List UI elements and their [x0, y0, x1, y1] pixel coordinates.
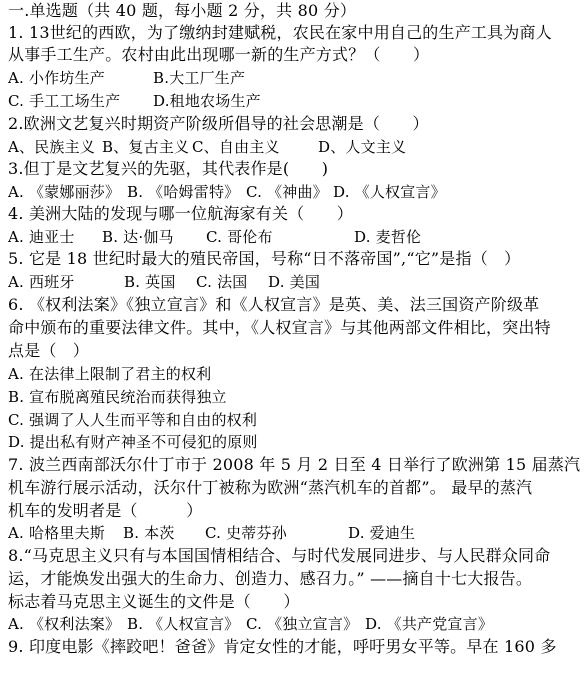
option-d: D. 《共产党宣言》 — [365, 615, 494, 633]
option-b: B. 《人权宣言》 — [127, 615, 240, 633]
options-row — [8, 136, 580, 158]
option-d: D. 美国 — [268, 273, 321, 291]
question-stem-line: 机车游行展示活动，沃尔什丁被称为欧洲“蒸汽机车的首都”。 最早的蒸汽 — [8, 478, 533, 497]
question-stem-line: 点是（ ） — [8, 341, 90, 360]
option-d: D. 《人权宣言》 — [333, 183, 446, 201]
options-row — [8, 226, 580, 248]
option-d: D. 提出私有财产神圣不可侵犯的原则 — [8, 433, 258, 451]
option-b: B. 《哈姆雷特》 — [127, 183, 240, 201]
option-a: A、民族主义 — [8, 138, 96, 156]
question-stem-line: 9. 印度电影《摔跤吧！爸爸》肯定女性的才能，呼吁男女平等。早在 160 多 — [8, 637, 557, 656]
question-stem-line: 1. 13世纪的西欧，为了缴纳封建赋税，农民在家中用自己的生产工具为商人 — [8, 23, 552, 42]
option-c: C. 《独立宣言》 — [246, 615, 359, 633]
question-stem-line: 机车的发明者是（ ） — [8, 501, 203, 520]
option-a: A. 《蒙娜丽莎》 — [8, 183, 121, 201]
option-b: B. 本茨 — [123, 524, 175, 542]
option-d: D. 麦哲伦 — [354, 228, 422, 246]
question-stem-line: 2.欧洲文艺复兴时期资产阶级所倡导的社会思潮是（ ） — [8, 114, 429, 133]
options-row — [8, 522, 580, 544]
question-stem-line: 标志着马克思主义诞生的文件是（ ） — [8, 592, 300, 611]
question-stem-line: 5. 它是 18 世纪时最大的殖民帝国，号称“日不落帝国”,“它”是指（ ） — [8, 249, 521, 268]
question-stem-line: 从事手工生产。农村由此出现哪一新的生产方式？（ ） — [8, 45, 430, 64]
option-d: D、人文主义 — [318, 138, 407, 156]
option-c: C. 法国 — [196, 273, 248, 291]
option-c: C. 强调了人人生而平等和自由的权利 — [8, 411, 258, 429]
option-d: D. 爱迪生 — [348, 524, 416, 542]
option-b: B. 英国 — [124, 273, 176, 291]
question-stem-line: 7. 波兰西南部沃尔什丁市于 2008 年 5 月 2 日至 4 日举行了欧洲第 15 届蒸汽 — [8, 455, 580, 474]
option-a: A. 迪亚士 — [8, 228, 75, 246]
options-row — [8, 613, 580, 635]
question-stem-line: 4. 美洲大陆的发现与哪一位航海家有关（ ） — [8, 204, 353, 223]
question-stem-line: 3.但丁是文艺复兴的先驱，其代表作是( ) — [8, 159, 329, 178]
option-a: A. 小作坊生产 — [8, 69, 105, 87]
options-row — [8, 271, 580, 293]
option-b: B. 宣布脱离殖民统治而获得独立 — [8, 388, 227, 406]
question-stem-line: 6. 《权利法案》《独立宣言》和《人权宣言》是英、美、法三国资产阶级革 — [8, 295, 540, 314]
options-row — [8, 67, 580, 89]
option-b: B、复古主义 — [102, 138, 190, 156]
option-c: C、自由主义 — [192, 138, 280, 156]
question-stem-line: 运，才能焕发出强大的生命力、创造力、感召力。” ——摘自十七大报告。 — [8, 569, 533, 588]
question-stem-line: 8.“马克思主义只有与本国国情相结合、与时代发展同进步、与人民群众同命 — [8, 546, 551, 565]
question-stem-line: 命中颁布的重要法律文件。其中，《人权宣言》与其他两部文件相比，突出特 — [8, 318, 551, 337]
option-c: C. 《神曲》 — [246, 183, 328, 201]
section-heading: 一.单选题（共 40 题，每小题 2 分，共 80 分） — [8, 1, 357, 20]
option-c: C. 手工工场生产 — [8, 92, 121, 110]
option-a: A. 在法律上限制了君主的权利 — [8, 365, 212, 383]
option-a: A. 西班牙 — [8, 273, 75, 291]
option-b: B. 达·伽马 — [102, 228, 174, 246]
options-row — [8, 181, 580, 203]
option-b: B.大工厂生产 — [153, 69, 246, 87]
option-c: C. 哥伦布 — [206, 228, 273, 246]
options-row — [8, 90, 580, 112]
option-a: A. 《权利法案》 — [8, 615, 121, 633]
option-d: D.租地农场生产 — [153, 92, 261, 110]
option-c: C. 史蒂芬孙 — [205, 524, 287, 542]
option-a: A. 哈格里夫斯 — [8, 524, 105, 542]
